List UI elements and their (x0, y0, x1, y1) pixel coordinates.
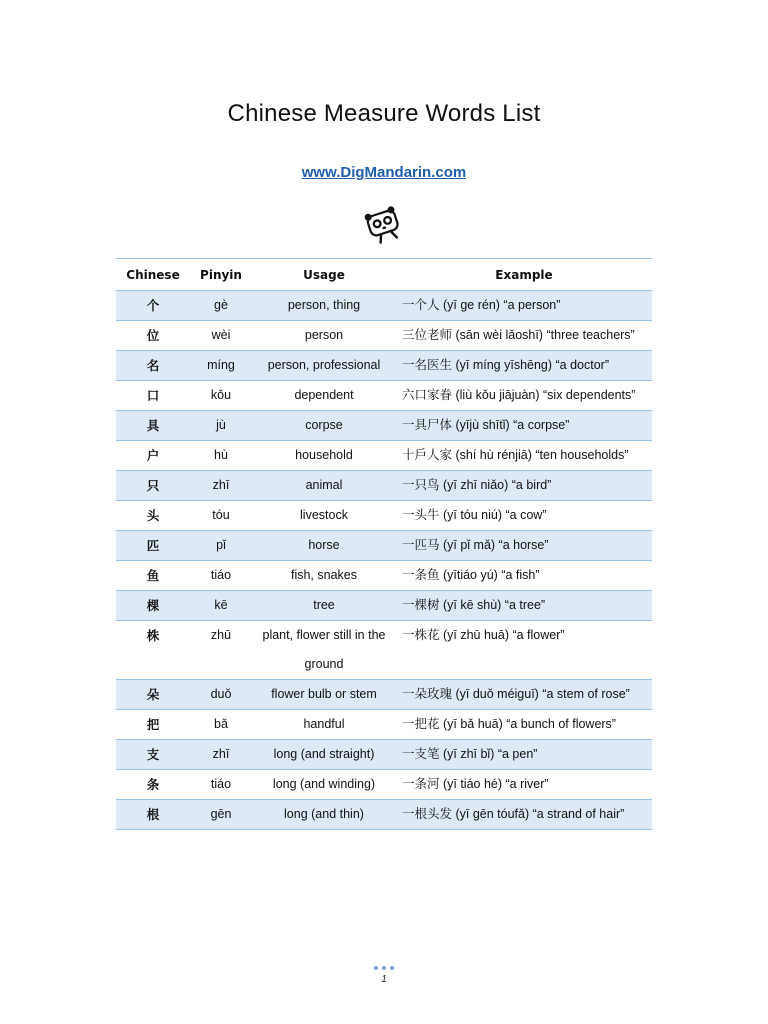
cell-chinese: 名 (116, 351, 190, 381)
cell-chinese: 个 (116, 291, 190, 321)
cell-chinese: 把 (116, 710, 190, 740)
cell-pinyin: wèi (190, 321, 252, 351)
cell-usage: dependent (252, 381, 396, 411)
cell-pinyin: pǐ (190, 531, 252, 561)
cell-usage: tree (252, 591, 396, 621)
table-row (116, 471, 652, 501)
cell-example: 一名医生 (yī míng yīshēng) “a doctor” (396, 351, 652, 381)
cell-pinyin: tóu (190, 501, 252, 531)
measure-words-table (116, 258, 652, 830)
cell-pinyin: míng (190, 351, 252, 381)
cell-example: 十戶人家 (shí hù rénjiā) “ten households” (396, 441, 652, 471)
cell-example: 一头牛 (yī tóu niú) “a cow” (396, 501, 652, 531)
cell-usage: livestock (252, 501, 396, 531)
cell-chinese: 匹 (116, 531, 190, 561)
table-row (116, 591, 652, 621)
cell-usage: corpse (252, 411, 396, 441)
cell-chinese: 棵 (116, 591, 190, 621)
cell-chinese: 根 (116, 800, 190, 830)
table-row (116, 441, 652, 471)
header-example: Example (396, 259, 652, 291)
table-row (116, 291, 652, 321)
cell-usage: long (and winding) (252, 770, 396, 800)
cell-usage: fish, snakes (252, 561, 396, 591)
cell-pinyin: tiáo (190, 561, 252, 591)
table-row (116, 381, 652, 411)
cell-usage: household (252, 441, 396, 471)
cell-usage: handful (252, 710, 396, 740)
cell-pinyin: hù (190, 441, 252, 471)
cell-pinyin: zhī (190, 471, 252, 501)
table-row (116, 621, 652, 680)
cell-chinese: 户 (116, 441, 190, 471)
cell-pinyin: kē (190, 591, 252, 621)
cell-example: 一把花 (yī bǎ huā) “a bunch of flowers” (396, 710, 652, 740)
cell-usage: animal (252, 471, 396, 501)
page-title: Chinese Measure Words List (227, 100, 541, 127)
cell-example: 一具尸体 (yījù shītǐ) “a corpse” (396, 411, 652, 441)
cell-chinese: 口 (116, 381, 190, 411)
cell-pinyin: duǒ (190, 680, 252, 710)
table-row (116, 680, 652, 710)
cell-example: 一支笔 (yī zhī bǐ) “a pen” (396, 740, 652, 770)
table-row (116, 321, 652, 351)
cell-pinyin: zhū (190, 621, 252, 680)
cell-usage: person (252, 321, 396, 351)
cell-usage: long (and straight) (252, 740, 396, 770)
cell-pinyin: bǎ (190, 710, 252, 740)
cell-example: 一条河 (yī tiáo hé) “a river” (396, 770, 652, 800)
header-usage: Usage (252, 259, 396, 291)
page-footer (370, 966, 398, 986)
cell-example: 一朵玫瑰 (yī duǒ méiguī) “a stem of rose” (396, 680, 652, 710)
cell-pinyin: kǒu (190, 381, 252, 411)
cell-chinese: 头 (116, 501, 190, 531)
cell-chinese: 位 (116, 321, 190, 351)
table-row (116, 411, 652, 441)
header-chinese: Chinese (116, 259, 190, 291)
cell-example: 三位老师 (sān wèi lǎoshī) “three teachers” (396, 321, 652, 351)
cell-example: 一根头发 (yī gēn tóufǎ) “a strand of hair” (396, 800, 652, 830)
cell-example: 一株花 (yī zhū huā) “a flower” (396, 621, 652, 680)
cell-pinyin: jù (190, 411, 252, 441)
table-row (116, 351, 652, 381)
cell-example: 一只鸟 (yī zhī niǎo) “a bird” (396, 471, 652, 501)
cell-chinese: 朵 (116, 680, 190, 710)
cell-example: 一棵树 (yī kē shù) “a tree” (396, 591, 652, 621)
panda-logo-icon (362, 203, 404, 245)
cell-example: 一个人 (yī ge rén) “a person” (396, 291, 652, 321)
table-row (116, 561, 652, 591)
table-row (116, 710, 652, 740)
cell-pinyin: gè (190, 291, 252, 321)
cell-usage: person, professional (252, 351, 396, 381)
page-number: 1 (381, 974, 387, 985)
cell-example: 六口家眷 (liù kǒu jiājuàn) “six dependents” (396, 381, 652, 411)
cell-example: 一匹马 (yī pǐ mǎ) “a horse” (396, 531, 652, 561)
table-row (116, 531, 652, 561)
table-row (116, 501, 652, 531)
cell-usage: flower bulb or stem (252, 680, 396, 710)
site-link[interactable]: www.DigMandarin.com (301, 164, 467, 181)
cell-usage: horse (252, 531, 396, 561)
cell-chinese: 只 (116, 471, 190, 501)
page-dots-icon (370, 966, 398, 974)
header-pinyin: Pinyin (190, 259, 252, 291)
table-row (116, 770, 652, 800)
cell-usage: long (and thin) (252, 800, 396, 830)
cell-pinyin: tiáo (190, 770, 252, 800)
table-row (116, 800, 652, 830)
cell-example: 一条鱼 (yītiáo yú) “a fish” (396, 561, 652, 591)
table-header-row (116, 259, 652, 291)
cell-chinese: 具 (116, 411, 190, 441)
table-row (116, 740, 652, 770)
cell-chinese: 支 (116, 740, 190, 770)
cell-pinyin: zhī (190, 740, 252, 770)
cell-chinese: 条 (116, 770, 190, 800)
cell-chinese: 株 (116, 621, 190, 680)
cell-pinyin: gēn (190, 800, 252, 830)
cell-usage: person, thing (252, 291, 396, 321)
cell-usage: plant, flower still in the ground (252, 621, 396, 680)
cell-chinese: 鱼 (116, 561, 190, 591)
